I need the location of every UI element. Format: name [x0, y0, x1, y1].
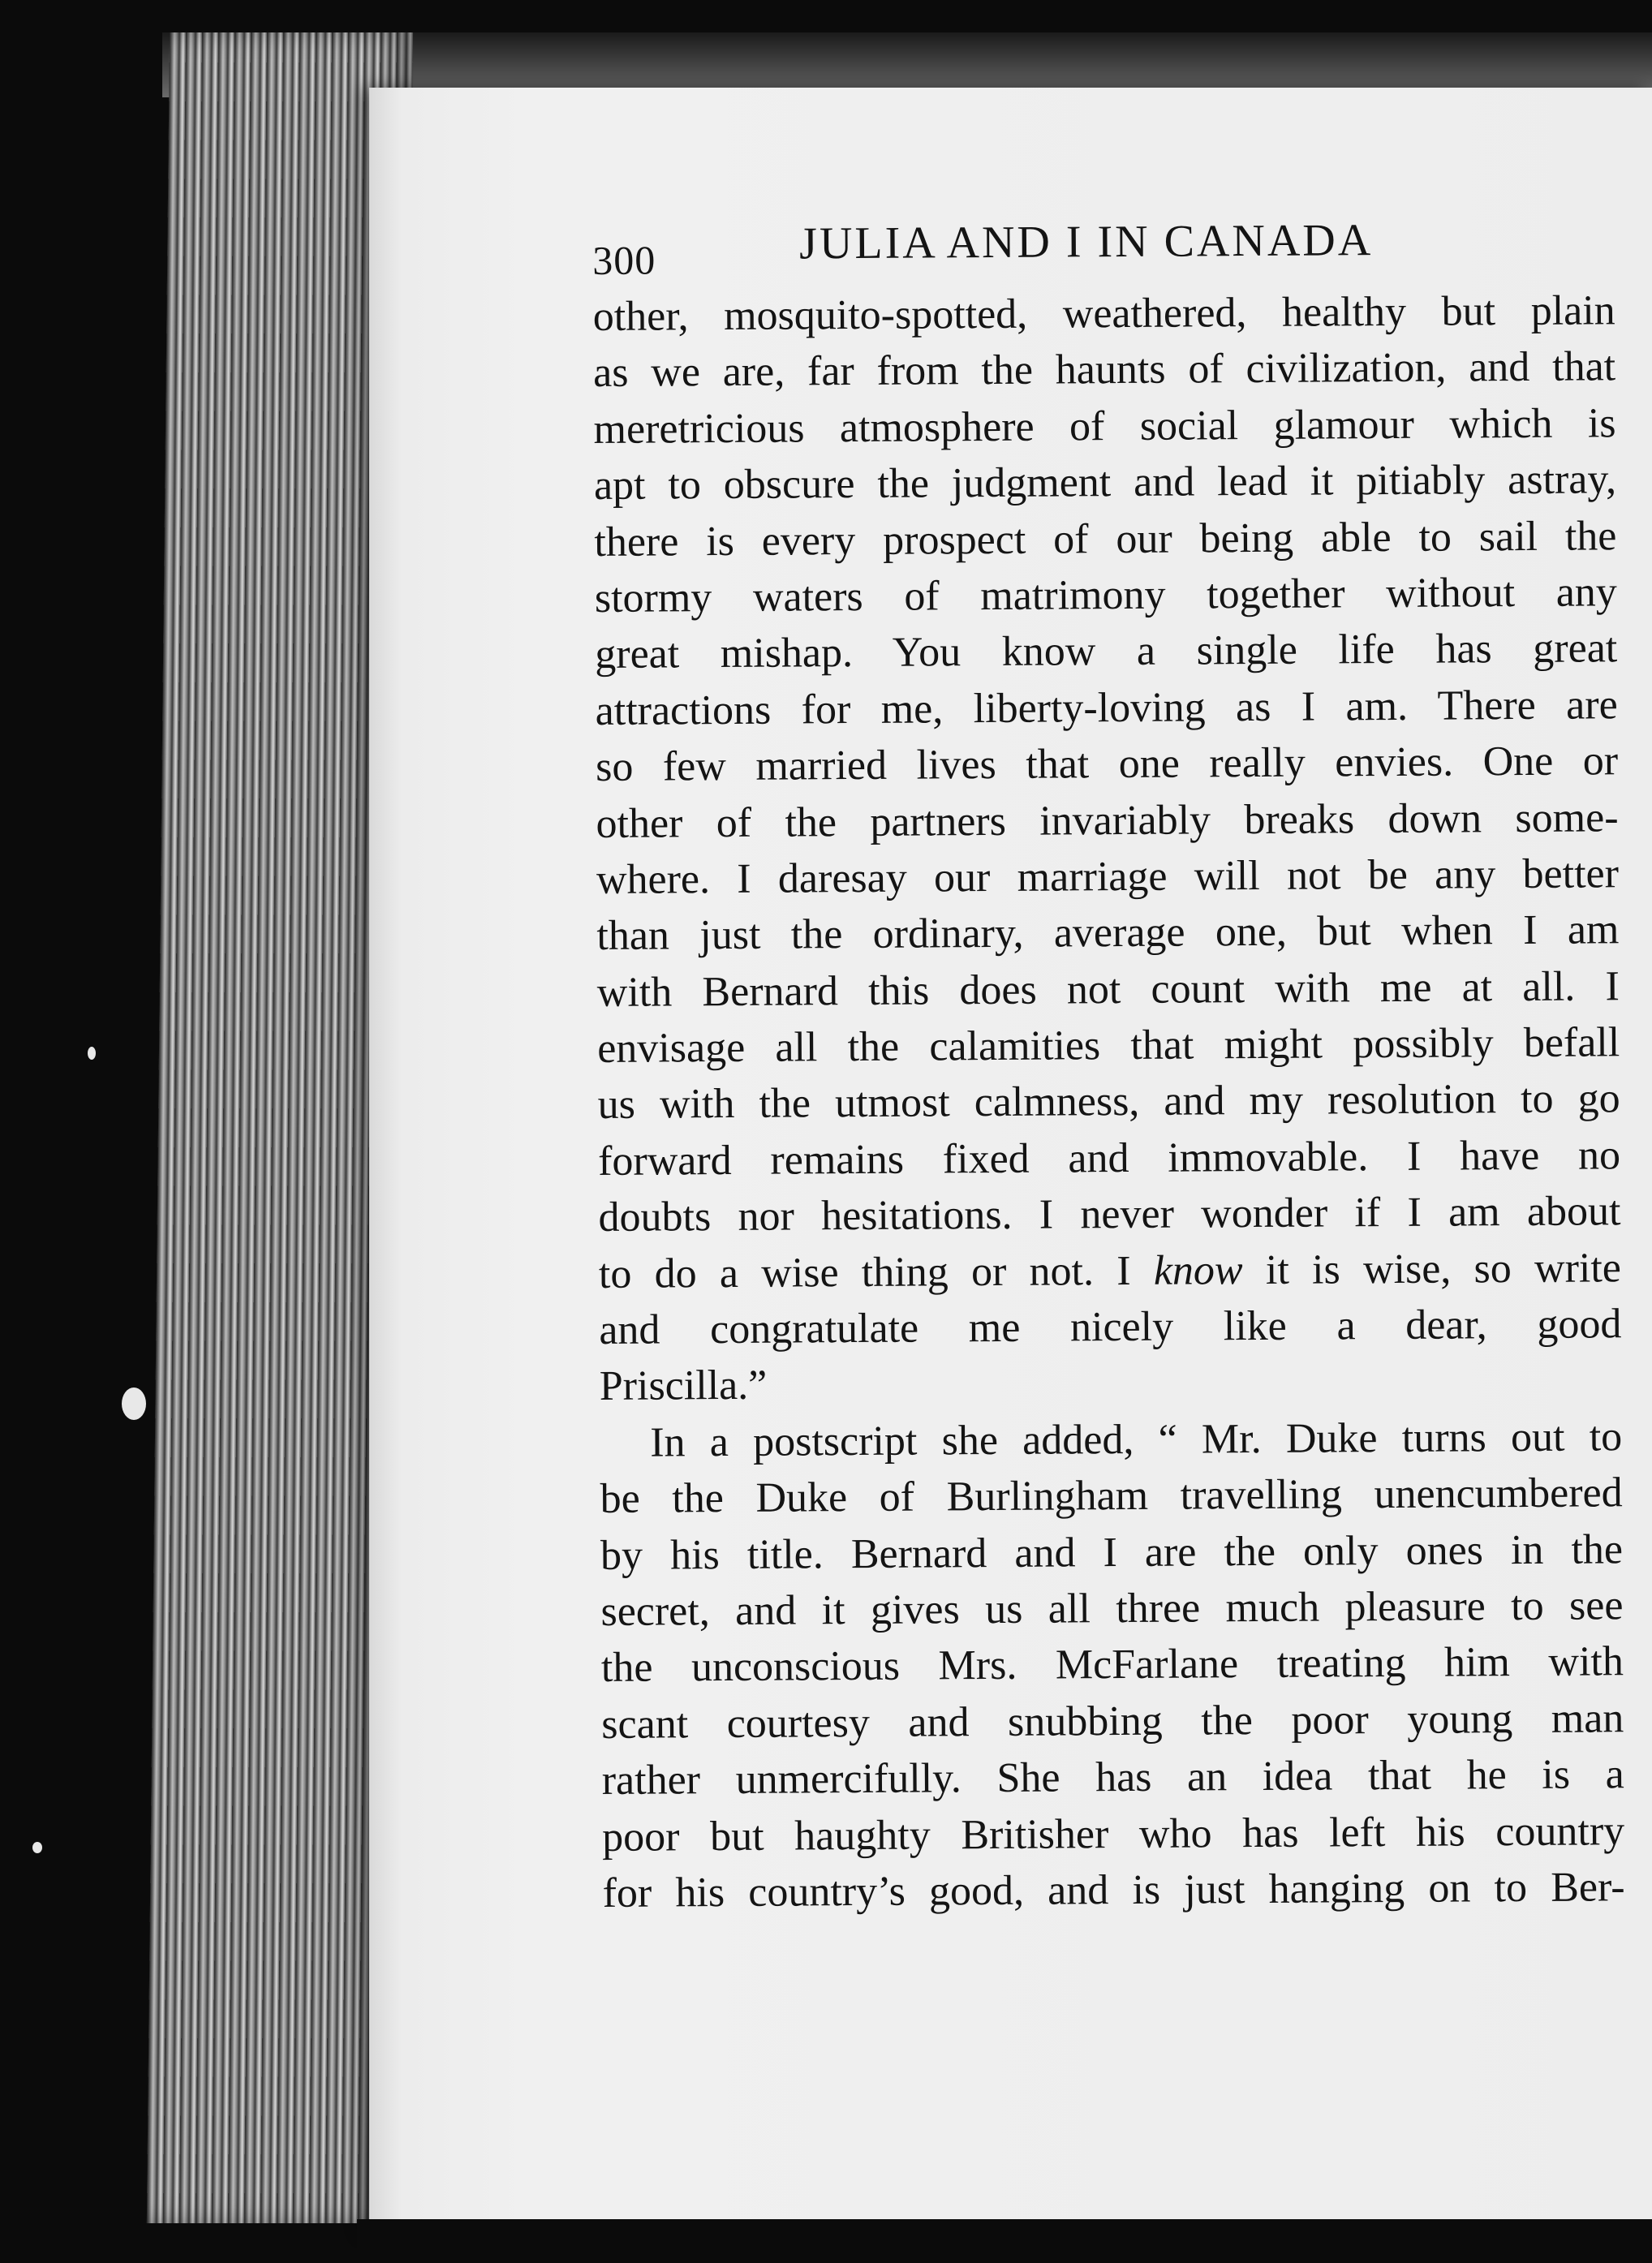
text-line: with Bernard this does not count with me at all. I: [596, 962, 1620, 1016]
text-run: to do a wise thing or not. I: [598, 1247, 1155, 1297]
text-line: doubts nor hesitations. I never wonder if I am about: [598, 1188, 1621, 1241]
running-head: [592, 213, 1615, 284]
text-line: as we are, far from the haunts of civilization, and that: [592, 343, 1616, 397]
text-line: by his title. Bernard and I are the only ones in the: [600, 1525, 1624, 1579]
page-number: 300: [592, 237, 656, 283]
text-line: stormy waters of matrimony together without any: [594, 569, 1618, 622]
text-line: scant courtesy and snubbing the poor young man: [601, 1695, 1624, 1748]
bottom-shadow: [357, 2219, 1652, 2263]
text-line: where. I daresay our marriage will not be any better: [596, 850, 1620, 903]
text-line: and congratulate me nicely like a dear, good: [599, 1301, 1622, 1354]
text-line: be the Duke of Burlingham travelling unencumbered: [600, 1469, 1623, 1523]
dust-speck: [122, 1387, 146, 1420]
text-line: envisage all the calamities that might possibly befall: [597, 1019, 1620, 1073]
text-line: other of the partners invariably breaks down some-: [596, 794, 1619, 847]
text-line: forward remains fixed and immovable. I have no: [597, 1132, 1621, 1185]
text-line: us with the utmost calmness, and my resolution to go: [597, 1075, 1620, 1129]
text-line: apt to obscure the judgment and lead it pitiably astray,: [593, 456, 1617, 510]
dust-speck: [32, 1842, 42, 1853]
text-line: rather unmercifully. She has an idea that he is a: [601, 1751, 1624, 1805]
text-line: secret, and it gives us all three much pleasure to see: [600, 1582, 1624, 1635]
paragraph-end-line: Priscilla.”: [599, 1362, 768, 1410]
italic-word: know: [1153, 1246, 1243, 1294]
text-line: there is every prospect of our being able to sail the: [594, 512, 1617, 566]
text-line: great mishap. You know a single life has great: [595, 625, 1618, 678]
text-line-with-italic: [599, 1240, 1621, 1302]
text-run: it is wise, so write: [1242, 1244, 1622, 1293]
text-line: than just the ordinary, average one, but when I am: [596, 906, 1620, 960]
text-line: for his country’s good, and is just hanging on to Ber-: [602, 1864, 1625, 1917]
text-line: poor but haughty Britisher who has left his country: [602, 1807, 1625, 1861]
paragraph-start-line: In a postscript she added, “ Mr. Duke turns out to: [650, 1413, 1623, 1466]
text-line: the unconscious Mrs. McFarlane treating him with: [600, 1638, 1624, 1692]
text-line: meretricious atmosphere of social glamour which is: [593, 400, 1616, 453]
running-title: JULIA AND I IN CANADA: [799, 215, 1374, 269]
dust-speck: [88, 1047, 96, 1060]
text-line: other, mosquito-spotted, weathered, healthy but plain: [592, 287, 1615, 340]
text-line: attractions for me, liberty-loving as I am. There are: [595, 682, 1618, 734]
page-text: [592, 213, 1625, 1921]
text-line: so few married lives that one really envies. One or: [595, 738, 1619, 791]
body-text: [593, 282, 1625, 1921]
